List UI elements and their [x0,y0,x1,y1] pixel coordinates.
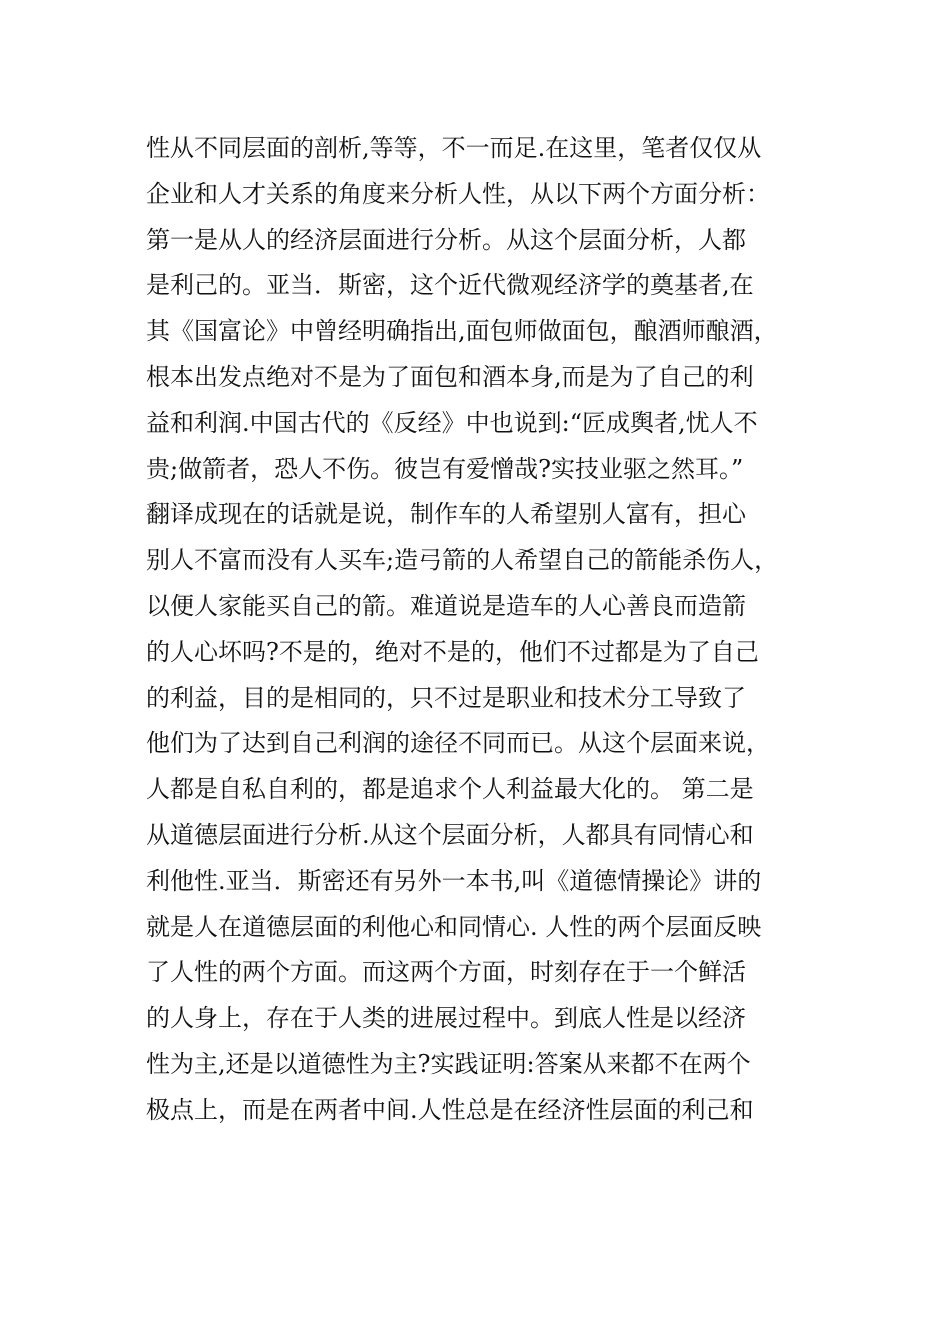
text-line-11: 以便人家能买自己的箭。难道说是造车的人心善良而造箭 [146,591,746,620]
text-line-7: 益和利润.中国古代的《反经》中也说到:“匠成舆者,忧人不 [146,408,758,437]
text-line-1: 性从不同层面的剖析,等等，不一而足.在这里，笔者仅仅从 [146,134,762,162]
text-line-10: 别人不富而没有人买车;造弓箭的人希望自己的箭能杀伤人， [146,546,779,575]
text-line-2: 企业和人才关系的角度来分析人性，从以下两个方面分析： [146,179,770,208]
text-line-8: 贵;做箭者，恐人不伤。彼岂有爱憎哉?实技业驱之然耳。” [146,454,744,483]
text-line-6: 根本出发点绝对不是为了面包和酒本身,而是为了自己的利 [146,362,754,391]
text-line-17: 利他性.亚当．斯密还有另外一本书,叫《道德情操论》讲的 [146,866,762,895]
text-line-19: 了人性的两个方面。而这两个方面，时刻存在于一个鲜活 [146,958,746,987]
text-line-5: 其《国富论》中曾经明确指出,面包师做面包，酿酒师酿酒， [146,317,778,346]
text-line-12: 的人心坏吗?不是的，绝对不是的，他们不过都是为了自己 [146,637,759,666]
text-line-4: 是利己的。亚当．斯密，这个近代微观经济学的奠基者,在 [146,271,754,300]
text-line-9: 翻译成现在的话就是说，制作车的人希望别人富有，担心 [146,500,746,529]
text-line-3: 第一是从人的经济层面进行分析。从这个层面分析，人都 [146,225,746,254]
text-line-15: 人都是自私自利的，都是追求个人利益最大化的。 第二是 [146,775,754,804]
text-line-21: 性为主,还是以道德性为主?实践证明:答案从来都不在两个 [146,1049,751,1078]
text-line-22: 极点上，而是在两者中间.人性总是在经济性层面的利己和 [146,1095,754,1124]
body-text [146,126,826,1134]
text-line-20: 的人身上，存在于人类的进展过程中。到底人性是以经济 [146,1004,746,1033]
text-line-16: 从道德层面进行分析.从这个层面分析，人都具有同情心和 [146,820,754,849]
text-line-18: 就是人在道德层面的利他心和同情心. 人性的两个层面反映 [146,912,762,941]
text-line-13: 的利益，目的是相同的，只不过是职业和技术分工导致了 [146,683,746,712]
text-line-14: 他们为了达到自己利润的途径不同而已。从这个层面来说， [146,729,770,758]
